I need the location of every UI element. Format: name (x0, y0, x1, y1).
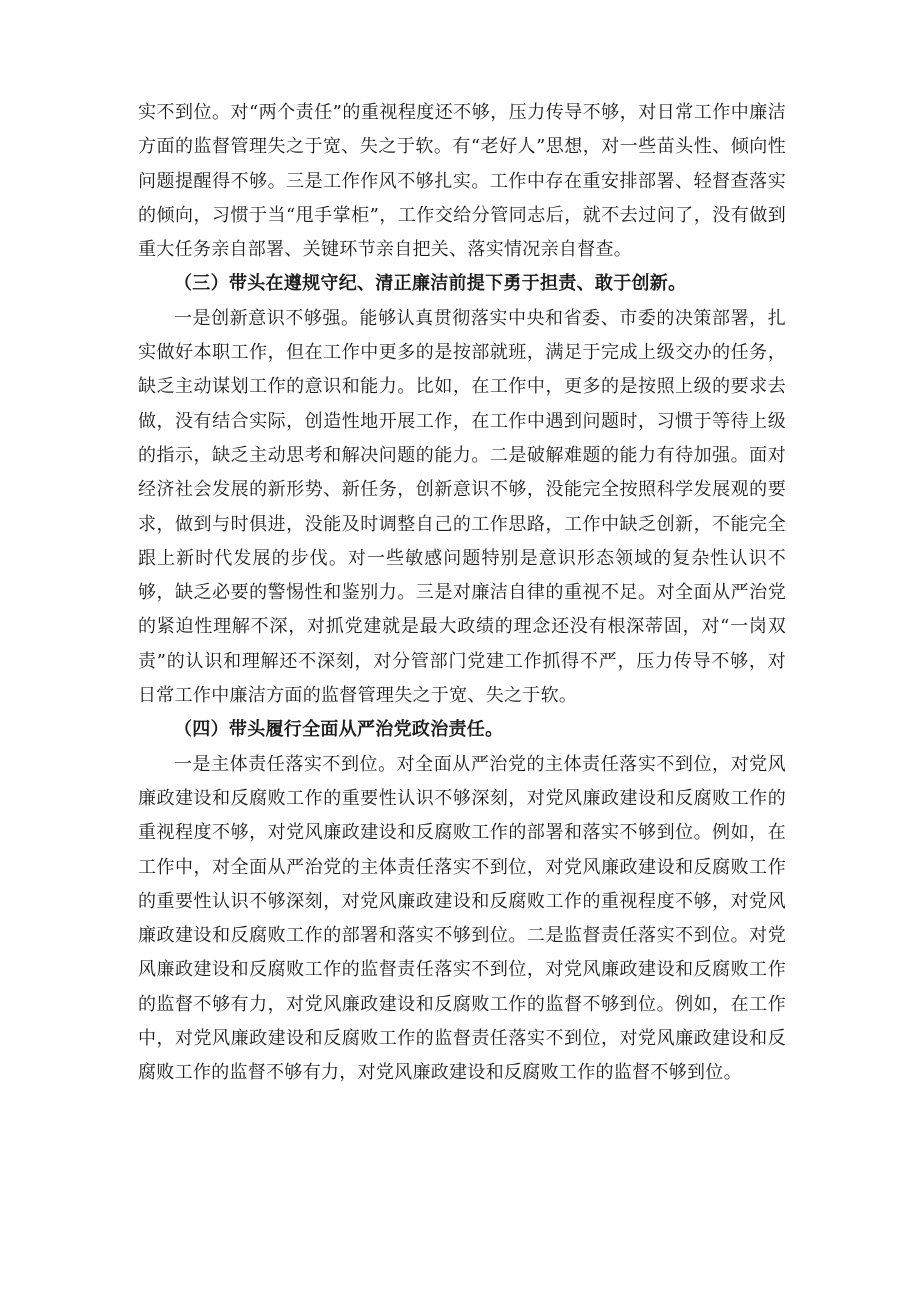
body-paragraph-2: 一是创新意识不够强。能够认真贯彻落实中央和省委、市委的决策部署，扎实做好本职工作，但在工作中更多的是按部就班，满足于完成上级交办的任务，缺乏主动谋划工作的意识和能力。比如，在工作中，更多的是按照上级的要求去做，没有结合实际，创造性地开展工作，在工作中遇到问题时，习惯于等待上级的指示，缺乏主动思考和解决问题的能力。二是破解难题的能力有待加强。面对经济社会发展的新形势、新任务，创新意识不够，没能完全按照科学发展观的要求，做到与时俱进，没能及时调整自己的工作思路，工作中缺乏创新，不能完全跟上新时代发展的步伐。对一些敏感问题特别是意识形态领域的复杂性认识不够，缺乏必要的警惕性和鉴别力。三是对廉洁自律的重视不足。对全面从严治党的紧迫性理解不深，对抓党建就是最大政绩的理念还没有根深蒂固，对“一岗双责”的认识和理解还不深刻，对分管部门党建工作抓得不严，压力传导不够，对日常工作中廉洁方面的监督管理失之于宽、失之于软。 (138, 307, 786, 707)
section-heading-4: （四）带头履行全面从严治党政治责任。 (174, 719, 504, 741)
body-paragraph-3: 一是主体责任落实不到位。对全面从严治党的主体责任落实不到位，对党风廉政建设和反腐败工作的重要性认识不够深刻，对党风廉政建设和反腐败工作的重视程度不够，对党风廉政建设和反腐败工作的部署和落实不够到位。例如，在工作中，对全面从严治党的主体责任落实不到位，对党风廉政建设和反腐败工作的重要性认识不够深刻，对党风廉政建设和反腐败工作的重视程度不够，对党风廉政建设和反腐败工作的部署和落实不够到位。二是监督责任落实不到位。对党风廉政建设和反腐败工作的监督责任落实不到位，对党风廉政建设和反腐败工作的监督不够有力，对党风廉政建设和反腐败工作的监督不够到位。例如，在工作中，对党风廉政建设和反腐败工作的监督责任落实不到位，对党风廉政建设和反腐败工作的监督不够有力，对党风廉政建设和反腐败工作的监督不够到位。 (138, 753, 786, 1084)
body-paragraph-1: 实不到位。对“两个责任”的重视程度还不够，压力传导不够，对日常工作中廉洁方面的监督管理失之于宽、失之于软。有“老好人”思想，对一些苗头性、倾向性问题提醒得不够。三是工作作风不够扎实。工作中存在重安排部署、轻督查落实的倾向，习惯于当“甩手掌柜”，工作交给分管同志后，就不去过问了，没有做到重大任务亲自部署、关键环节亲自把关、落实情况亲自督查。 (138, 102, 786, 261)
section-heading-3: （三）带头在遵规守纪、清正廉洁前提下勇于担责、敢于创新。 (174, 273, 687, 295)
document-page (138, 96, 786, 1091)
